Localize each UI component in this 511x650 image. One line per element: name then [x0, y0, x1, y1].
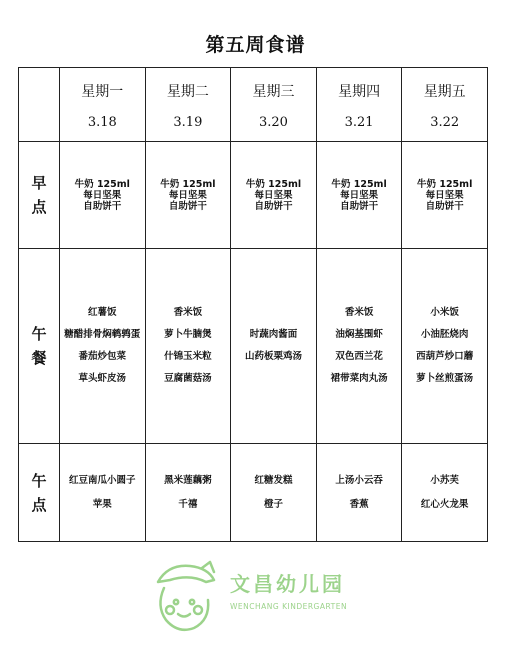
- day-name: 星期一: [81, 84, 124, 100]
- snack-cell-wed: [231, 444, 317, 542]
- lunch-row: [19, 249, 488, 444]
- breakfast-label-cell: [19, 142, 60, 249]
- menu-item: 草头虾皮汤: [78, 373, 127, 384]
- menu-item: 糖醋排骨焖鹌鹑蛋: [64, 329, 141, 340]
- menu-item: 橙子: [263, 498, 283, 510]
- menu-item: 每日坚果: [254, 189, 293, 201]
- menu-item: 黑米莲藕粥: [164, 474, 212, 486]
- logo-subtitle: WENCHANG KINDERGARTEN: [230, 602, 348, 611]
- menu-item: 牛奶 125ml: [417, 178, 473, 190]
- menu-item: 千禧: [178, 498, 198, 510]
- menu-item: 自助饼干: [254, 200, 293, 212]
- breakfast-cell-thu: [316, 142, 402, 249]
- menu-item: 香米饭: [344, 307, 374, 318]
- day-date: 3.21: [344, 115, 374, 130]
- lunch-cell-tue: [145, 249, 231, 444]
- day-date: 3.22: [430, 115, 460, 130]
- lunch-cell-wed: [231, 249, 317, 444]
- day-header-thu: [316, 68, 402, 142]
- snack-label-cell: [19, 444, 60, 542]
- corner-cell: [19, 68, 60, 142]
- page-title: 第五周食谱: [205, 34, 306, 56]
- kindergarten-logo: [150, 558, 380, 638]
- menu-item: 自助饼干: [425, 200, 464, 212]
- menu-item: 每日坚果: [425, 189, 464, 201]
- menu-item: 红糖发糕: [254, 474, 293, 486]
- menu-item: 香蕉: [349, 498, 369, 510]
- breakfast-cell-fri: [402, 142, 488, 249]
- day-header-fri: [402, 68, 488, 142]
- weekly-menu-table: [18, 67, 488, 542]
- menu-item: 自助饼干: [83, 200, 122, 212]
- lunch-label-cell: [19, 249, 60, 444]
- snack-cell-thu: [316, 444, 402, 542]
- menu-item: 每日坚果: [340, 189, 379, 201]
- menu-item: 香米饭: [173, 307, 203, 318]
- day-name: 星期四: [338, 84, 381, 100]
- menu-item: 自助饼干: [168, 200, 207, 212]
- menu-item: 山药板栗鸡汤: [244, 351, 302, 362]
- snack-row: [19, 444, 488, 542]
- menu-item: 萝卜丝煎蛋汤: [416, 373, 474, 384]
- menu-item: 每日坚果: [83, 189, 122, 201]
- header-row: [19, 68, 488, 142]
- menu-item: 牛奶 125ml: [74, 178, 130, 190]
- menu-item: 小苏芙: [430, 474, 459, 486]
- meal-label: 午 点: [31, 471, 47, 514]
- logo-name: 文昌幼儿园: [230, 572, 345, 596]
- menu-item: 时蔬肉酱面: [249, 329, 298, 340]
- lunch-cell-mon: [60, 249, 146, 444]
- meal-label: 早 点: [31, 174, 47, 216]
- day-date: 3.19: [173, 115, 203, 130]
- menu-item: 自助饼干: [340, 200, 379, 212]
- day-header-tue: [145, 68, 231, 142]
- menu-item: 牛奶 125ml: [245, 178, 302, 190]
- menu-item: 小油胚烧肉: [420, 329, 469, 340]
- day-header-mon: [60, 68, 146, 142]
- snack-cell-mon: [60, 444, 146, 542]
- breakfast-cell-mon: [60, 142, 146, 249]
- menu-item: 什锦玉米粒: [164, 351, 212, 362]
- menu-item: 萝卜牛腩煲: [164, 329, 212, 340]
- day-name: 星期二: [166, 84, 209, 100]
- day-date: 3.18: [87, 115, 117, 130]
- snack-cell-fri: [402, 444, 488, 542]
- menu-item: 牛奶 125ml: [160, 178, 216, 190]
- day-date: 3.20: [259, 115, 288, 130]
- menu-item: 豆腐菌菇汤: [164, 373, 212, 384]
- snack-cell-tue: [145, 444, 231, 542]
- menu-item: 西葫芦炒口蘑: [416, 351, 474, 362]
- breakfast-cell-tue: [145, 142, 231, 249]
- menu-item: 苹果: [92, 498, 112, 510]
- breakfast-cell-wed: [231, 142, 317, 249]
- menu-item: 小米饭: [430, 307, 459, 318]
- meal-label: 午 餐: [31, 325, 47, 367]
- child-face-icon: [150, 558, 222, 638]
- menu-item: 红心火龙果: [420, 498, 469, 510]
- menu-item: 油焖基围虾: [335, 329, 383, 340]
- menu-item: 红豆南瓜小圆子: [69, 474, 136, 486]
- day-header-wed: [231, 68, 317, 142]
- lunch-cell-thu: [316, 249, 402, 444]
- menu-item: 裙带菜肉丸汤: [330, 373, 388, 384]
- menu-item: 红薯饭: [88, 307, 117, 318]
- menu-item: 每日坚果: [168, 189, 207, 201]
- lunch-cell-fri: [402, 249, 488, 444]
- menu-item: 番茄炒包菜: [78, 351, 127, 362]
- menu-item: 双色西兰花: [335, 351, 383, 362]
- breakfast-row: [19, 142, 488, 249]
- day-name: 星期三: [252, 84, 295, 100]
- menu-item: 上汤小云吞: [335, 474, 383, 486]
- menu-item: 牛奶 125ml: [331, 178, 387, 190]
- day-name: 星期五: [423, 84, 466, 100]
